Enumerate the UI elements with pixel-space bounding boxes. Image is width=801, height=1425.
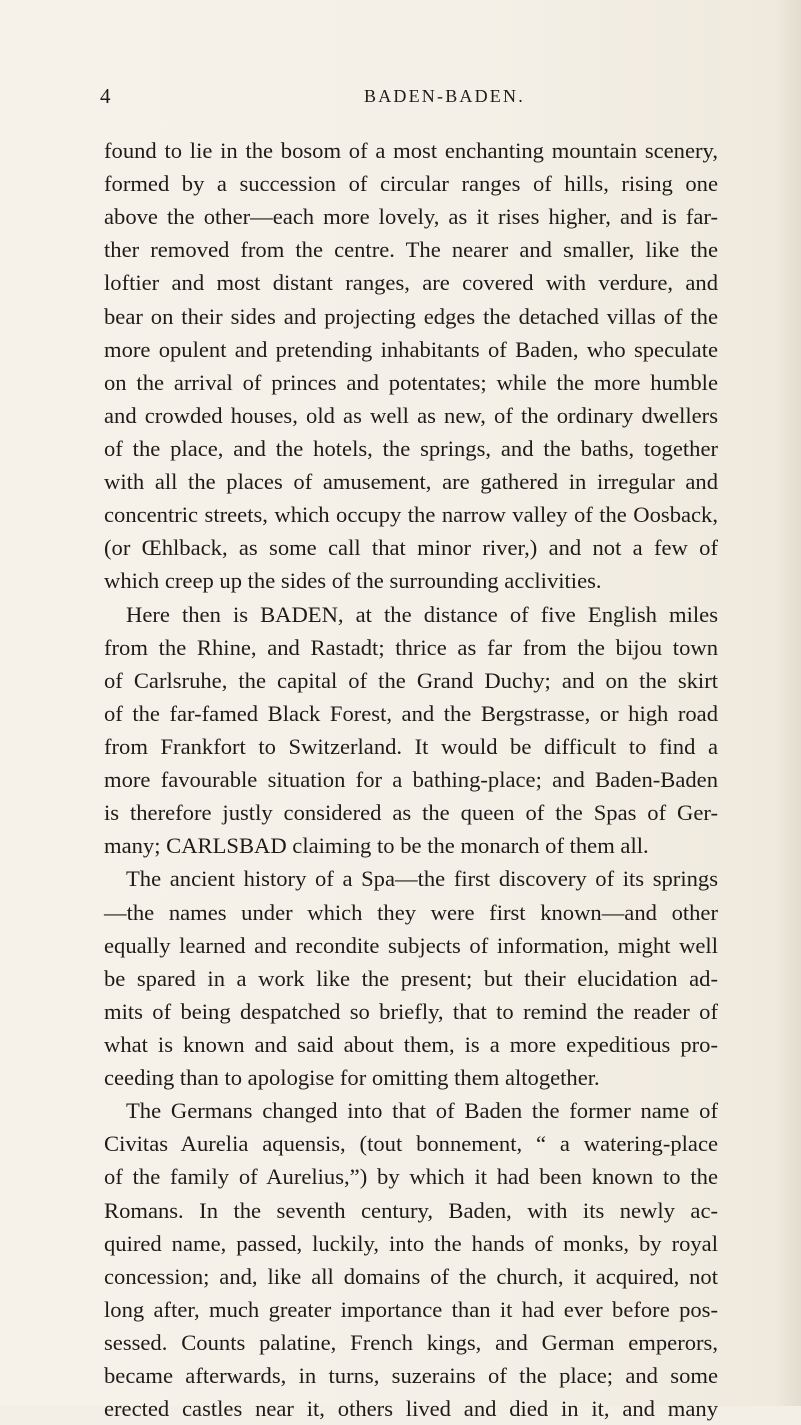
text-line: bear on their sides and projecting edges the detached villas of the (104, 303, 718, 329)
text-line: The Germans changed into that of Baden the former name of (126, 1098, 718, 1124)
text-line: Civitas Aurelia aquensis, (tout bonnement, “ a watering-place (104, 1131, 718, 1157)
text-line: of the family of Aurelius,”) by which it had been known to the (104, 1164, 718, 1190)
text-line: loftier and most distant ranges, are covered with verdure, and (104, 270, 718, 296)
text-line: from the Rhine, and Rastadt; thrice as far from the bijou town (104, 634, 718, 660)
text-line: found to lie in the bosom of a most enchanting mountain scenery, (104, 138, 718, 163)
text-line: quired name, passed, luckily, into the hands of monks, by royal (104, 1230, 718, 1256)
text-line: sessed. Counts palatine, French kings, and German emperors, (104, 1329, 718, 1355)
text-line: (or Œhlback, as some call that minor river,) and not a few of (104, 535, 718, 561)
text-line: Romans. In the seventh century, Baden, with its newly ac- (104, 1197, 718, 1223)
text-line: of the place, and the hotels, the springs, and the baths, together (104, 435, 718, 461)
text-line: Here then is BADEN, at the distance of five English miles (126, 601, 718, 627)
text-line: The ancient history of a Spa—the first discovery of its springs (126, 866, 718, 892)
text-line: what is known and said about them, is a more expeditious pro- (104, 1031, 718, 1057)
text-line: formed by a succession of circular ranges of hills, rising one (104, 171, 718, 197)
text-line: more favourable situation for a bathing-place; and Baden-Baden (104, 767, 718, 793)
text-line: ther removed from the centre. The nearer and smaller, like the (104, 237, 718, 263)
running-head: BADEN-BADEN. (364, 86, 525, 106)
text-line: of Carlsruhe, the capital of the Grand Duchy; and on the skirt (104, 667, 718, 693)
text-line: and crowded houses, old as well as new, of the ordinary dwellers (104, 402, 718, 428)
page-number: 4 (100, 84, 112, 108)
text-line: with all the places of amusement, are gathered in irregular and (104, 469, 718, 495)
text-line: is therefore justly considered as the queen of the Spas of Ger- (104, 800, 718, 826)
text-line: more opulent and pretending inhabitants of Baden, who speculate (104, 336, 718, 362)
text-line: concentric streets, which occupy the narrow valley of the Oosback, (104, 502, 718, 528)
text-line: long after, much greater importance than it had ever before pos- (104, 1296, 718, 1322)
body-text (104, 134, 718, 1425)
page-header (100, 84, 720, 116)
page-edge-shadow (775, 0, 801, 1406)
text-line: many; CARLSBAD claiming to be the monarch of them all. (104, 833, 649, 859)
text-line: equally learned and recondite subjects of information, might well (104, 932, 718, 958)
text-line: mits of being despatched so briefly, that to remind the reader of (104, 998, 718, 1024)
text-line: concession; and, like all domains of the church, it acquired, not (104, 1263, 718, 1289)
text-line: became afterwards, in turns, suzerains of the place; and some (104, 1363, 718, 1389)
text-line: ceeding than to apologise for omitting them altogether. (104, 1065, 600, 1091)
text-line: erected castles near it, others lived and died in it, and many (104, 1396, 718, 1422)
text-line: above the other—each more lovely, as it rises higher, and is far- (104, 204, 718, 230)
text-line: of the far-famed Black Forest, and the Bergstrasse, or high road (104, 700, 718, 726)
text-line: on the arrival of princes and potentates; while the more humble (104, 369, 718, 395)
text-line: be spared in a work like the present; but their elucidation ad- (104, 965, 718, 991)
text-line: —the names under which they were first known—and other (104, 899, 718, 925)
text-line: from Frankfort to Switzerland. It would be difficult to find a (104, 733, 718, 759)
text-line: which creep up the sides of the surrounding acclivities. (104, 568, 602, 594)
